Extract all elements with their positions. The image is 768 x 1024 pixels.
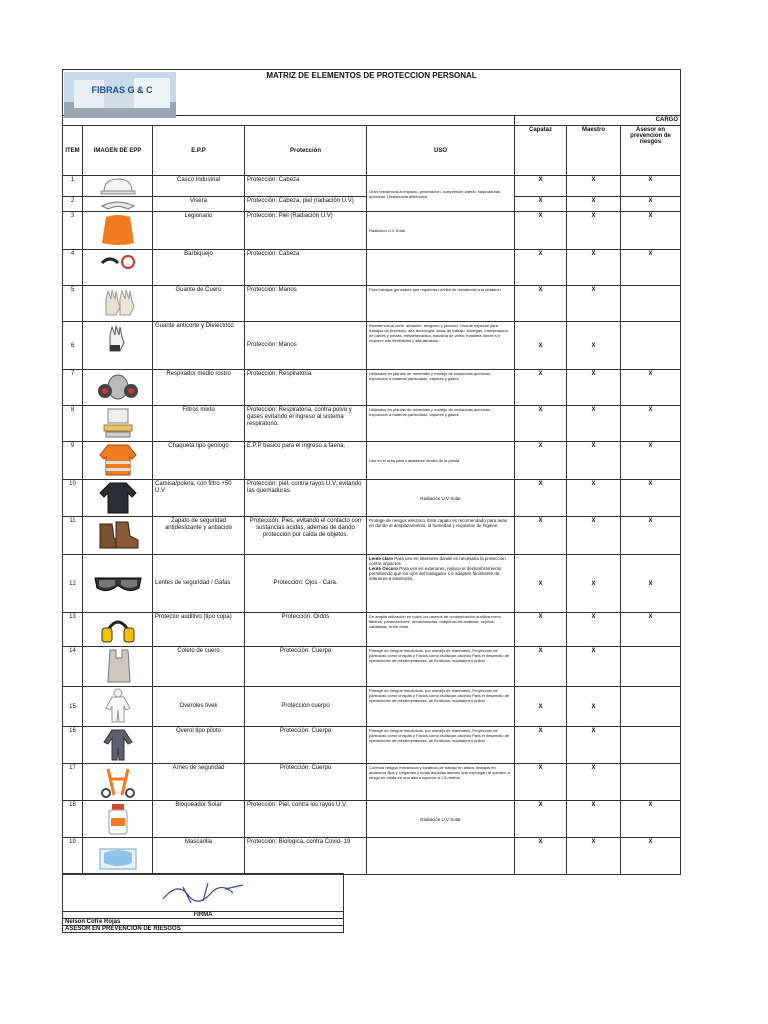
item-number: 19 [63, 838, 83, 875]
epp-name: Overol tipo piloto [153, 727, 245, 764]
capataz-mark: X [515, 647, 567, 687]
epp-name: Zapato de seguridad antideslizante y antiacido [153, 517, 245, 555]
apron-image [83, 647, 153, 687]
shirt-icon [98, 481, 138, 515]
header-epp: E.P.P [153, 126, 245, 176]
maestro-mark: X [567, 801, 621, 838]
proteccion-text: Protección: Cuerpo [245, 764, 367, 801]
epp-name: Protector auditivo (tipo copa) [153, 613, 245, 647]
proteccion-text: Protección: Cuerpo [245, 647, 367, 687]
mask-image [83, 838, 153, 875]
proteccion-text: E.P.P basico para el ingreso a faena. [245, 442, 367, 480]
table-row [63, 838, 681, 875]
table-row [63, 647, 681, 687]
lente-claro-text: Para uso en interiores donde es necesaria la protección contra impactos [369, 556, 506, 566]
proteccion-text: Protección: Cabeza, piel (radiación U.V) [245, 197, 367, 212]
capataz-mark: X [515, 613, 567, 647]
tyvek-image [83, 687, 153, 727]
glasses-icon [93, 572, 143, 596]
helmet-icon [98, 177, 138, 195]
asesor-mark: X [621, 801, 681, 838]
table-row [63, 727, 681, 764]
uso-text: De amplia utilización en todos los rasmos de contaminación auditiva como talleres, parasoladores, remachadoras, máquinas neumáticas, cepillos, cabalistas, entre otras. [367, 613, 515, 647]
maestro-mark: X [567, 647, 621, 687]
uso-text: Protege de riesgos mecánicos, por manejo de materiales, Proyección de partículas como chispas y Fricios como radiación calórica Para el desarrollo de operaciones de metálmecanizas, de fundición, soldadura y pulido [367, 647, 515, 687]
signer-name: Nelson Cofre Rojas [63, 919, 344, 926]
maestro-mark: X [567, 687, 621, 727]
asesor-mark: X [621, 480, 681, 517]
maestro-mark: X [567, 212, 621, 250]
maestro-mark: X [567, 517, 621, 555]
asesor-mark: X [621, 517, 681, 555]
capataz-mark: X [515, 764, 567, 801]
proteccion-text: Protección: Manos [245, 286, 367, 322]
respirator-image [83, 370, 153, 406]
asesor-mark [621, 764, 681, 801]
capataz-mark: X [515, 406, 567, 442]
item-number: 10 [63, 480, 83, 517]
uso-text: Controla riesgos mecánicos y locativos de trabajo en altura, trabajos en andamios fijos y colgantes y todas aquellas labores que expongan al operario a riesgo de caída en una altura superior a 1.5 metros. [367, 764, 515, 801]
capataz-mark: X [515, 250, 567, 286]
filters-image [83, 406, 153, 442]
sunscreen-icon [98, 802, 138, 836]
proteccion-text: Protección: Cuerpo [245, 727, 367, 764]
item-number: 16 [63, 727, 83, 764]
proteccion-text: Protección: piel, contra rayos U.V, evitando las quemaduras. [245, 480, 367, 517]
firma-label: FIRMA [63, 912, 344, 919]
item-number: 7 [63, 370, 83, 406]
earmuff-icon [98, 614, 138, 644]
epp-name: Respirador medio rostro [153, 370, 245, 406]
capataz-mark: X [515, 442, 567, 480]
table-row [63, 517, 681, 555]
header-capataz: Capataz [515, 126, 567, 176]
epp-table [62, 69, 681, 875]
capataz-mark: X [515, 370, 567, 406]
asesor-mark: X [621, 370, 681, 406]
legionario-icon [98, 213, 138, 247]
proteccion-text: Protección: Respiratoria, contra polvo y gases evitando el ingreso al sistema respiratorio. [245, 406, 367, 442]
table-row [63, 687, 681, 727]
capataz-mark: X [515, 838, 567, 875]
table-row [63, 613, 681, 647]
maestro-mark: X [567, 838, 621, 875]
epp-name: Arnes de seguridad [153, 764, 245, 801]
item-number: 2 [63, 197, 83, 212]
asesor-mark [621, 647, 681, 687]
uso-text: Protege de riesgos eléctrico. Este zapato es recomendado para áeas en donde el desplazamiento, la humedad y requisitos de higiene [367, 517, 515, 555]
epp-name: Lentes de seguridad / Gafas [153, 555, 245, 613]
handwritten-signature [153, 877, 253, 907]
table-row [63, 286, 681, 322]
uso-text: Utilizados en plantas de minerales y manejo de sustancias químicas , exposicion a material particulado, vapores y gases [367, 370, 515, 406]
asesor-mark [621, 286, 681, 322]
chinstrap-icon [98, 251, 138, 271]
earmuff-image [83, 613, 153, 647]
item-number: 9 [63, 442, 83, 480]
proteccion-text: Protección cuerpo [245, 687, 367, 727]
capataz-mark: X [515, 480, 567, 517]
harness-image [83, 764, 153, 801]
uso-text: Resistencia al corte, abrasión, desgarro y punción. Guante especial para trabajos de precisión, alta tecnología, salas de trabajo, bodegas, manipulación de partes y piezas, metalmecánica, industria de vidrio, industria donde s e requiere alta flexibilidad y alta abrasión. [367, 322, 515, 370]
capataz-mark: X [515, 212, 567, 250]
signature-area [63, 874, 344, 912]
table-row [63, 176, 681, 197]
epp-name: Casco Industrial [153, 176, 245, 197]
capataz-mark: X [515, 727, 567, 764]
table-row [63, 406, 681, 442]
mask-icon [96, 839, 140, 873]
item-number: 12 [63, 555, 83, 613]
epp-matrix-sheet [62, 69, 679, 932]
maestro-mark: X [567, 727, 621, 764]
visor-icon [98, 198, 138, 210]
asesor-mark [621, 727, 681, 764]
epp-name: Guante anticorte y Dielectrico [153, 322, 245, 370]
legionario-image [83, 212, 153, 250]
epp-name: Overoles tivek [153, 687, 245, 727]
item-number: 5 [63, 286, 83, 322]
table-row [63, 250, 681, 286]
capataz-mark: X [515, 176, 567, 197]
epp-name: Filtros mixto [153, 406, 245, 442]
uso-text [367, 250, 515, 286]
capataz-mark: X [515, 286, 567, 322]
capataz-mark: X [515, 197, 567, 212]
capataz-mark: X [515, 687, 567, 727]
respirator-icon [96, 371, 140, 403]
capataz-mark: X [515, 801, 567, 838]
helmet-image [83, 176, 153, 197]
header-imagen: IMAGEN DE EPP [83, 126, 153, 176]
leather-glove-image [83, 286, 153, 322]
uso-text: Utilizados en plantas de minerales y manejo de sustancias químicas , exposicion a material particulado, vapores y gases [367, 406, 515, 442]
maestro-mark: X [567, 370, 621, 406]
visor-image [83, 197, 153, 212]
capataz-mark: X [515, 517, 567, 555]
table-row [63, 370, 681, 406]
item-number: 17 [63, 764, 83, 801]
epp-name: Bloqueador Solar [153, 801, 245, 838]
harness-icon [98, 765, 138, 799]
epp-name: Chaqueta tipo geologo [153, 442, 245, 480]
capataz-mark: X [515, 555, 567, 613]
boots-icon [96, 518, 140, 550]
uso-text [367, 555, 515, 613]
uso-text: Radiación U.V Solar [367, 480, 515, 517]
proteccion-text: Protección: Manos [245, 322, 367, 370]
table-row [63, 764, 681, 801]
item-number: 11 [63, 517, 83, 555]
proteccion-text: Protección: Respiratoria. [245, 370, 367, 406]
uso-text [367, 838, 515, 875]
maestro-mark: X [567, 555, 621, 613]
header-proteccion: Protección [245, 126, 367, 176]
maestro-mark: X [567, 197, 621, 212]
uso-text: Uso en el area para trasladarse dentro de la planta [367, 442, 515, 480]
table-row [63, 212, 681, 250]
maestro-mark: X [567, 176, 621, 197]
epp-name: Camisa/polera, con filtro +50 U.V [153, 480, 245, 517]
document-title: MATRIZ DE ELEMENTOS DE PROTECCION PERSONAL [63, 70, 681, 116]
proteccion-text: Protección: Biologica, contra Covid- 19 [245, 838, 367, 875]
pilot-overall-image [83, 727, 153, 764]
asesor-mark: X [621, 197, 681, 212]
glasses-image [83, 555, 153, 613]
item-number: 13 [63, 613, 83, 647]
uso-text: Protege de riesgos mecánicos, por manejo de materiales, Proyección de partículas como chispas y Fricios como radiación calórica Para el desarrollo de operaciones de metálmecanizas, de fundición, soldadura y pulido [367, 727, 515, 764]
chinstrap-image [83, 250, 153, 286]
header-item: ITEM [63, 126, 83, 176]
proteccion-text: Protección: Piel, contra los rayos U.V [245, 801, 367, 838]
boots-image [83, 517, 153, 555]
epp-name: Legionario [153, 212, 245, 250]
epp-name: Guante de Cuero [153, 286, 245, 322]
logo-text: FIBRAS G & C [91, 85, 153, 95]
company-logo [64, 72, 176, 118]
table-row [63, 555, 681, 613]
epp-name: Barbiquejo [153, 250, 245, 286]
epp-name: Mascarilla [153, 838, 245, 875]
uso-text: Radiación U.V Solar [367, 801, 515, 838]
maestro-mark: X [567, 480, 621, 517]
maestro-mark: X [567, 250, 621, 286]
item-number: 3 [63, 212, 83, 250]
maestro-mark: X [567, 322, 621, 370]
shirt-image [83, 480, 153, 517]
overall-icon [98, 728, 138, 762]
asesor-mark: X [621, 176, 681, 197]
asesor-mark: X [621, 555, 681, 613]
item-number: 1 [63, 176, 83, 197]
epp-name: Coleto de cuero [153, 647, 245, 687]
filters-icon [98, 407, 138, 439]
glove-icon [98, 287, 138, 317]
asesor-mark: X [621, 250, 681, 286]
item-number: 8 [63, 406, 83, 442]
asesor-mark [621, 687, 681, 727]
item-number: 18 [63, 801, 83, 838]
item-number: 14 [63, 647, 83, 687]
header-asesor: Asesor en prevencion de riesgos [621, 126, 681, 176]
capataz-mark: X [515, 322, 567, 370]
coverall-icon [98, 688, 138, 724]
header-maestro: Maestro [567, 126, 621, 176]
signature-block [62, 873, 344, 933]
maestro-mark: X [567, 764, 621, 801]
item-number: 4 [63, 250, 83, 286]
proteccion-text: Protección: Oídos [245, 613, 367, 647]
header-uso: USO [367, 126, 515, 176]
table-row [63, 480, 681, 517]
item-number: 15 [63, 687, 83, 727]
maestro-mark: X [567, 286, 621, 322]
asesor-mark: X [621, 838, 681, 875]
asesor-mark: X [621, 212, 681, 250]
table-row [63, 801, 681, 838]
signer-role: ASESOR EN PREVENCION DE RIESGOS [63, 926, 344, 933]
jacket-image [83, 442, 153, 480]
table-row [63, 322, 681, 370]
asesor-mark: X [621, 406, 681, 442]
proteccion-text: Protección: Pies, evitando el contacto con sustancias acidas, ademas de dando protección por caida de objetos. [245, 517, 367, 555]
uso-text: Para trabajos generales que requieran niveles de resistencia a la abrasión [367, 286, 515, 322]
proteccion-text: Protección: Piel (Radiación U.V) [245, 212, 367, 250]
lente-oscuro-label: Lente Oscuro [369, 566, 399, 571]
proteccion-text: Protección: Ojos - Cara. [245, 555, 367, 613]
maestro-mark: X [567, 613, 621, 647]
item-number: 6 [63, 322, 83, 370]
glove-icon [98, 323, 138, 353]
asesor-mark [621, 322, 681, 370]
uso-text: Radiación U.V Solar [367, 212, 515, 250]
uso-text: Gran resistencia al impacto, penetración, compresión lateral, salpicaduras químicas. Resistencia dieléctrica [367, 176, 515, 212]
table-row [63, 442, 681, 480]
epp-name: Visera [153, 197, 245, 212]
proteccion-text: Protección: Cabeza [245, 250, 367, 286]
maestro-mark: X [567, 442, 621, 480]
lente-oscuro-text: Para uso en exteriores, reduce el deslumbramiento permitiendo que los ojos del trabajador s e adapten fácilmente de interiores a exteriores. [369, 566, 502, 581]
asesor-mark: X [621, 442, 681, 480]
uso-text: Protege de riesgos mecánicos, por manejo de materiales, Proyección de partículas como chispas y Fricios como radiación calórica Para el desarrollo de operaciones de metálmecanizas, de fundición, soldadura y pulido [367, 687, 515, 727]
apron-icon [98, 648, 138, 684]
cargo-label: CARGO [515, 116, 681, 126]
jacket-icon [98, 443, 138, 477]
proteccion-text: Protección: Cabeza [245, 176, 367, 197]
cut-glove-image [83, 322, 153, 370]
maestro-mark: X [567, 406, 621, 442]
sunscreen-image [83, 801, 153, 838]
lente-claro-label: Lente claro [369, 556, 394, 561]
asesor-mark: X [621, 613, 681, 647]
